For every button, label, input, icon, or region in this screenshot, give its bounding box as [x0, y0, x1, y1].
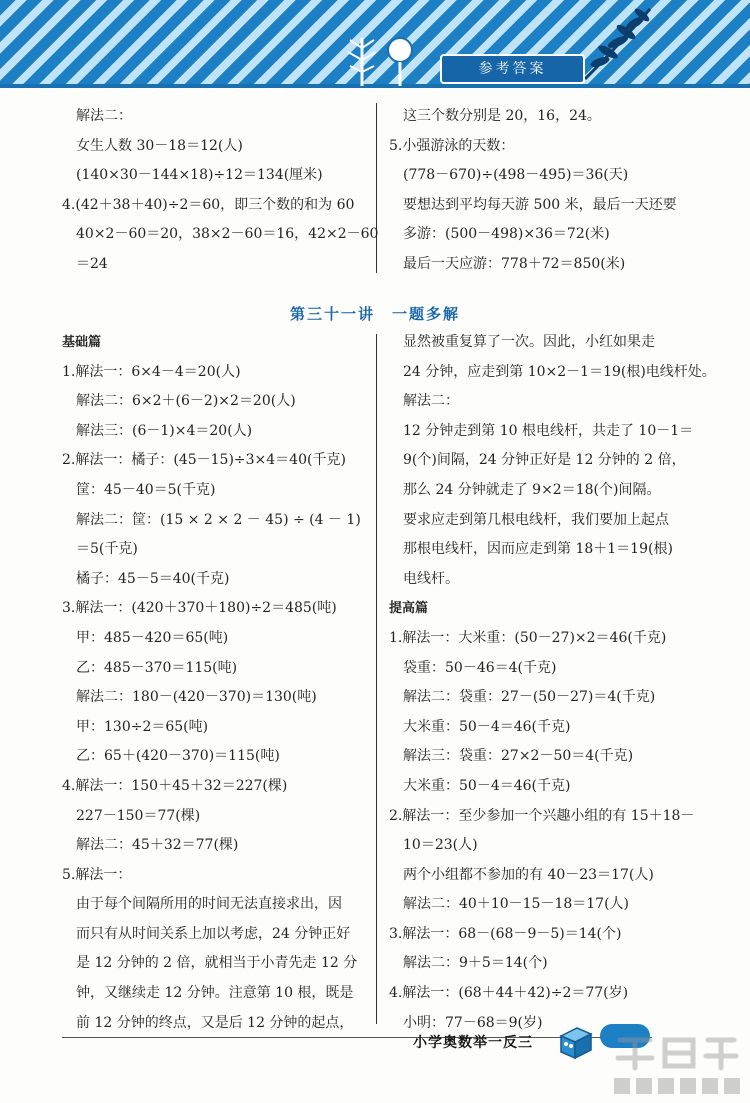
- header-banner: [0, 0, 750, 88]
- text-line: 大米重：50－4＝46(千克): [403, 777, 571, 794]
- subsection-heading: 基础篇: [62, 335, 102, 350]
- text-line: 是 12 分钟的 2 倍，就相当于小青先走 12 分: [76, 955, 358, 972]
- top-left-column: [62, 102, 378, 280]
- main-right-column: [389, 328, 716, 1038]
- text-line: 解法二：180－(420－370)＝130(吨): [76, 689, 317, 706]
- watermark-logo: [600, 1028, 750, 1103]
- text-line: 10＝23(人): [403, 837, 478, 854]
- text-line: (140×30－144×18)÷12＝134(厘米): [76, 167, 323, 184]
- main-left-column: [62, 328, 361, 1038]
- text-line: 4.解法一：150＋45＋32＝227(棵): [62, 777, 288, 794]
- text-line: 那么 24 分钟就走了 9×2＝18(个)间隔。: [403, 481, 661, 498]
- text-line: 甲：130÷2＝65(吨): [76, 718, 209, 735]
- text-line: 1.解法一：6×4－4＝20(人): [62, 363, 241, 380]
- text-line: 多游：(500－498)×36＝72(米): [403, 226, 610, 243]
- subsection-heading: 提高篇: [389, 601, 429, 617]
- text-line: 3.解法一：(420＋370＋180)÷2＝485(吨): [62, 600, 337, 617]
- text-line: 2.解法一：橘子：(45－15)÷3×4＝40(千克): [62, 452, 346, 469]
- text-line: 解法二：40＋10－15－18＝17(人): [403, 896, 629, 913]
- text-line: 40×2－60＝20，38×2－60＝16，42×2－60: [76, 226, 379, 243]
- text-line: 12 分钟走到第 10 根电线杆，共走了 10－1＝: [403, 422, 694, 439]
- text-line: 电线杆。: [403, 570, 459, 587]
- text-line: 大米重：50－4＝46(千克): [403, 718, 571, 735]
- text-line: 而只有从时间关系上加以考虑，24 分钟正好: [76, 925, 351, 942]
- text-line: 乙：65＋(420－370)＝115(吨): [76, 748, 280, 765]
- text-line: 解法三：(6－1)×4＝20(人): [76, 422, 253, 439]
- text-line: 要求应走到第几根电线杆，我们要加上起点: [403, 511, 669, 528]
- text-line: 由于每个间隔所用的时间无法直接求出，因: [76, 896, 342, 913]
- text-line: (778－670)÷(498－495)＝36(天): [403, 167, 629, 184]
- leaf-branch-icon: [580, 4, 655, 84]
- text-line: 甲：485－420＝65(吨): [76, 629, 229, 646]
- text-line: 这三个数分别是 20，16，24。: [403, 108, 601, 124]
- text-line: 袋重：50－46＝4(千克): [403, 659, 557, 676]
- text-line: 解法三：袋重：27×2－50＝4(千克): [403, 748, 634, 765]
- book-title: 小学奥数举一反三: [413, 1035, 533, 1051]
- text-line: 两个小组都不参加的有 40－23＝17(人): [403, 866, 654, 883]
- text-line: 钟，又继续走 12 分钟。注意第 10 根，既是: [76, 985, 354, 1002]
- text-line: 小明：77－68＝9(岁): [403, 1014, 543, 1031]
- text-line: 解法二：6×2＋(6－2)×2＝20(人): [76, 393, 296, 410]
- text-line: 橘子：45－5＝40(千克): [76, 570, 230, 587]
- text-line: 4.解法一：(68＋44＋42)÷2＝77(岁): [389, 985, 629, 1002]
- text-line: 解法二：45＋32＝77(棵): [76, 837, 239, 854]
- tree-sun-icon: [340, 28, 420, 86]
- text-line: 解法二：筐：(15 × 2 × 2 － 45) ÷ (4 － 1): [76, 511, 361, 528]
- text-line: ＝5(千克): [76, 541, 138, 558]
- text-line: 5.小强游泳的天数：: [389, 137, 515, 154]
- text-line: 最后一天应游：778＋72＝850(米): [403, 255, 626, 272]
- text-line: 解法二：9＋5＝14(个): [403, 955, 548, 972]
- text-line: 解法二：袋重：27－(50－27)＝4(千克): [403, 689, 656, 706]
- top-right-column: [389, 102, 677, 280]
- text-line: 乙：485－370＝115(吨): [76, 659, 238, 676]
- text-line: 女生人数 30－18＝12(人): [76, 137, 243, 154]
- answer-key-tab: 参考答案: [440, 54, 585, 84]
- text-line: 要想达到平均每天游 500 米，最后一天还要: [403, 196, 677, 213]
- text-line: 前 12 分钟的终点，又是后 12 分钟的起点，: [76, 1014, 354, 1031]
- text-line: 筐：45－40＝5(千克): [76, 481, 216, 498]
- text-line: 解法二：: [76, 108, 132, 124]
- text-line: 5.解法一：: [62, 866, 132, 883]
- text-line: 4.(42＋38＋40)÷2＝60，即三个数的和为 60: [62, 196, 355, 213]
- text-line: 那根电线杆，因而应走到第 18＋1＝19(根): [403, 541, 673, 558]
- text-line: 24 分钟，应走到第 10×2－1＝19(根)电线杆处。: [403, 363, 716, 380]
- main-column-divider: [376, 334, 377, 1024]
- text-line: 显然被重复算了一次。因此，小红如果走: [403, 334, 655, 350]
- text-line: ＝24: [76, 255, 108, 272]
- text-line: 3.解法一：68－(68－9－5)＝14(个): [389, 925, 622, 942]
- mascot-cube-icon: [555, 1022, 595, 1062]
- section-title: 第三十一讲 一题多解: [289, 305, 460, 323]
- text-line: 227－150＝77(棵): [76, 807, 201, 824]
- text-line: 解法二：: [403, 393, 459, 410]
- text-line: 2.解法一：至少参加一个兴趣小组的有 15＋18－: [389, 807, 695, 824]
- text-line: 1.解法一：大米重：(50－27)×2＝46(千克): [389, 629, 667, 646]
- text-line: 9(个)间隔，24 分钟正好是 12 分钟的 2 倍，: [403, 452, 686, 469]
